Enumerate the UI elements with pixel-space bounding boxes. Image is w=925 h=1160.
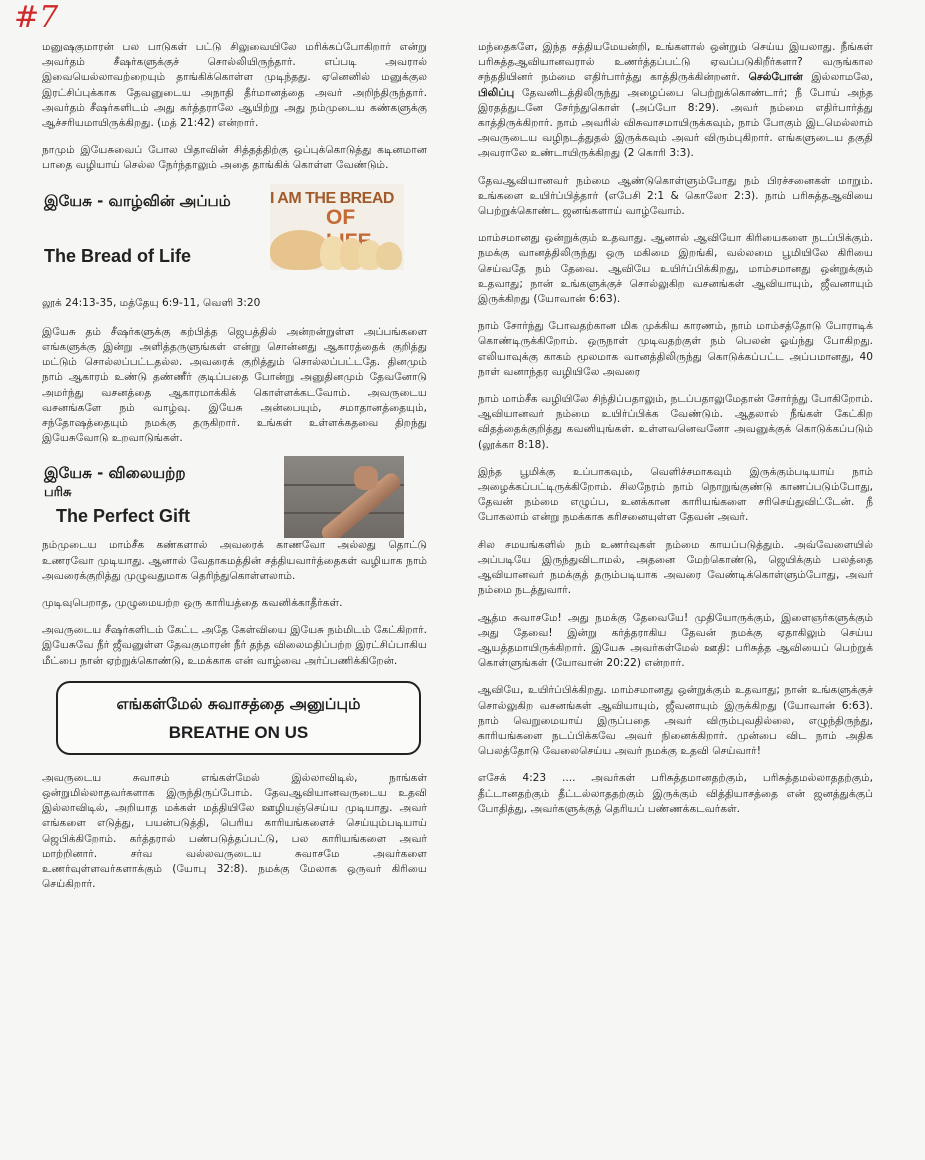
breathe-heading-english: BREATHE ON US [168, 722, 309, 742]
perfect-gift-image [284, 456, 404, 538]
bread-paragraph: இயேசு தம் சீஷர்களுக்கு கற்பித்த ஜெபத்தில் அன்றன்றுள்ள அப்பங்களை எங்களுக்கு இன்று அளித்தருளுங்கள் என்று சொன்னது ஆகாரத்தைக் குறித்து மட்டும் சொல்லப்பட்டதல்ல. அவரைக் குறித்தும் சொல்லப்பட்டதே. தினமும் நாம் ஆகாரம் உண்டு தண்ணீர் குடிப்பதை போன்று அனுதினமும் தேவனோடு அமர்ந்து வசனத்தை ஆகாரமாக்கிக் கொள்ளக்கடவோம். அவருடைய வசனங்களே நம் வாழ்வு. இயேசு அன்பையும், சமாதானத்தையும், சந்தோஷத்தையும் நமக்கு தருகிறார். உங்கள் உள்ளக்கதவை திறந்து இயேசுவோடு உறவாடுங்கள். [42, 325, 427, 445]
bread-heading-tamil: இயேசு - வாழ்வின் அப்பம் [44, 191, 231, 210]
right-paragraph-1 [478, 40, 873, 162]
text-run: இல்லாமலே, [802, 71, 873, 84]
text-run: மந்தைகளே, இந்த சத்தியமேயன்றி, உங்களால் ஒன்றும் செய்ய இயலாது. நீங்கள் பரிசுத்தஆவியானவரால் உணர்த்தப்பட்டு ஏவப்படுகிறீர்களா? வருங்கால சந்ததியினர் நம்மை எதிர்பார்த்து காத்திருக்கின்றனர். [478, 41, 873, 84]
perfect-gift-section-header [42, 462, 427, 538]
breathe-heading-tamil: எங்கள்மேல் சுவாசத்தை அனுப்பும் [116, 694, 361, 713]
gift-heading-tamil-line1: இயேசு - விலையற்ற [44, 464, 186, 483]
breathe-paragraph: அவருடைய சுவாசம் எங்கள்மேல் இல்லாவிடில், நாங்கள் ஒன்றுமில்லாதவர்களாக இருந்திருப்போம். தேவஆவியானவருடைய உதவி இல்லாவிடில், அறியாத மக்கள் மத்தியிலே ஊழியஞ்செய்ய முடியாது. அவர் எங்களை எடுத்து, பயன்படுத்தி, பெரிய காரியங்களைச் செய்யும்படியாய் ஜெபிக்கிறோம். கர்த்தரால் பண்படுத்தப்பட்டு, பல காரியங்களை அவர் மாற்றினார். சர்வ வல்லவருடைய சுவாசமே அவர்களை உணர்வுள்ளவர்களாக்கும் (யோபு 32:8). நமக்கு மேலாக ஒருவர் கிரியை செய்கிறார். [42, 771, 427, 891]
text-run: தேவனிடத்திலிருந்து அழைப்பை பெற்றுக்கொண்டார்; நீ போய் அந்த இரதத்துடனே சேர்ந்துகொள் (அப்போ 8:29). அவர் நம்மை எதிர்பார்த்து காத்திருக்கிறார். நாம் அவரில் விசுவாசமாயிருக்கவும், நாம் போகும் இடமெல்லாம் அவருடைய வழிநடத்துதல் இருக்கவும் அவர் விரும்புகிறார். எங்களுடைய தகுதி அவராலே உண்டாயிருக்கிறது (2 கொரி 3:3). [478, 86, 873, 160]
left-column [42, 40, 427, 905]
intro-paragraph: நாமும் இயேசுவைப் போல பிதாவின் சித்தத்திற்கு ஒப்புக்கொடுத்து கடினமான பாதை வழியாய் செல்ல நேர்ந்தாலும் அதை தாங்கிக் கொள்ள வேண்டும். [42, 144, 427, 172]
right-paragraph: ஆவியே, உயிர்ப்பிக்கிறது. மாம்சமானது ஒன்றுக்கும் உதவாது; நான் உங்களுக்குச் சொல்லுகிற வசனங்கள் ஆவியாயும், ஜீவனாயும் இருக்கிறது (யோவான் 6:63). நாம் வெறுமையாய் இருப்பதை அவர் விரும்புவதில்லை, எழுந்திருந்து, காரியங்களை நடப்பிக்கவே அவர் நினைக்கிறார். முன்பை விட நாம் அதிக பெலத்தோடு வேலைசெய்ய அவர் நமக்கு உதவி செய்வார்! [478, 684, 873, 758]
right-paragraph: நாம் மாம்சீக வழியிலே சிந்திப்பதாலும், நடப்பதாலுமேதான் சோர்ந்து போகிறோம். ஆவியானவர் நம்மை உயிர்ப்பிக்க வேண்டும். ஆதலால் நீங்கள் கேட்கிற விதத்தைக்குறித்து கவனியுங்கள். உள்ளவனெவனோ அவனுக்குக் கொடுக்கப்படும் (லூக்கா 8:18). [478, 393, 873, 451]
bread-heading-english: The Bread of Life [44, 245, 192, 266]
bread-image-text-line1: I AM THE BREAD [270, 189, 394, 207]
right-paragraph: தேவஆவியானவர் நம்மை ஆண்டுகொள்ளும்போது நம் பிரச்சனைகள் மாறும். உங்களை உயிர்ப்பித்தார் (எபேசி 2:1 & கொலோ 2:3). நாம் பரிசுத்தஆவியை பெற்றுக்கொண்ட ஜனங்களாய் வாழ்வோம். [478, 174, 873, 218]
breathe-on-us-heading-box [56, 681, 421, 755]
intro-paragraph: மனுஷகுமாரன் பல பாடுகள் பட்டு சிலுவையிலே மரிக்கப்போகிறார் என்று அவர்தம் சீஷர்களுக்குச் சொல்லியிருந்தார். எப்படி அவரால் இவையெல்லாவற்றையும் தாங்கிக்கொள்ள முடிந்தது. ஏனெனில் மனுக்குல இரட்சிப்புக்காக தேவனுடைய அநாதி தீர்மானத்தை அவர் அறிந்திருந்தார். அவர்தம் சீஷர்களிடம் அது கர்த்தராலே ஆயிற்று அது நம்முடைய கண்களுக்கு ஆச்சரியமாயிருக்கிறது. (மத் 21:42) என்றார். [42, 41, 427, 130]
bread-slice-shape [376, 242, 402, 270]
right-paragraph: இந்த பூமிக்கு உப்பாகவும், வெளிச்சமாகவும் இருக்கும்படியாய் நாம் அழைக்கப்பட்டிருக்கிறோம். சிலநேரம் நாம் நொறுங்குண்டு காணப்படும்போது, தேவன் நம்மை எழுப்ப, உனக்கான காரியங்களை சரிசெய்துவிட்டேன். நீ போகலாம் என்று நமக்காக கரிசனையுள்ள தேவன் அவர். [478, 465, 873, 524]
right-paragraph: சில சமயங்களில் நம் உணர்வுகள் நம்மை காயப்படுத்தும். அவ்வேளையில் அப்படியே இருந்துவிடாமல், அதனை மேற்கொண்டு, ஜெயிக்கும் பலத்தை ஆவியானவர் நமக்குத் தரும்படியாக அவரை வேண்டிக்கொள்ளும்போது, அவர் நம்மை நடத்துவார். [478, 538, 873, 597]
bread-image-text-line2: OF [326, 205, 356, 229]
gift-heading-english: The Perfect Gift [56, 506, 191, 527]
right-column [478, 40, 873, 829]
right-paragraph: எசேக் 4:23 .... அவர்கள் பரிசுத்தமானதற்கும், பரிசுத்தமல்லாததற்கும், தீட்டானதற்கும் தீட்டல்லாததற்கும் இருக்கும் வித்தியாசத்தை என் ஜனத்துக்குப் போதித்து, அவர்களுக்குத் தெரியப் பண்ணக்கடவர்கள். [478, 772, 873, 815]
right-paragraph: நாம் சோர்ந்து போவதற்கான மிக முக்கிய காரணம், நாம் மாம்சத்தோடு போராடிக் கொண்டிருக்கிறோம். ஒருநாள் முடிவதற்குள் நம் பெலன் ஓய்ந்து போகிறது. எலியாவுக்கு காகம் மூலமாக வானத்திலிருந்து கொடுக்கப்பட்ட அப்பமானது, 40 நாள் வனாந்தர வழியிலே அவரை [478, 320, 873, 378]
gift-paragraph: அவருடைய சீஷர்களிடம் கேட்ட அதே கேள்வியை இயேசு நம்மிடம் கேட்கிறார். இயேசுவே நீர் ஜீவனுள்ள தேவகுமாரன் நீர் தந்த விலைமதிப்பற்ற இரட்சிப்பாகிய மீட்பை நான் ஏற்றுக்கொண்டு, உமக்காக என் வாழ்வை அர்ப்பணிக்கிறேன். [42, 624, 427, 667]
gift-paragraph: முடிவுபெறாத, முழுமையற்ற ஒரு காரியத்தை கவனிக்காதீர்கள். [42, 597, 343, 610]
bread-scripture-references: லூக் 24:13-35, மத்தேயு 6:9-11, வெளி 3:20 [42, 296, 261, 309]
bold-word-philip: பிலிப்பு [478, 86, 515, 99]
right-paragraph: ஆத்ம சுவாசமே! அது நமக்கு தேவையே! முதியோருக்கும், இளைஞர்களுக்கும் அது தேவை! இன்று கர்த்தராகிய தேவன் நமக்கு ஏதாகிலும் செய்ய ஆயத்தமாயிருக்கிறார். இயேசு அவர்கள்மேல் ஊதி: பரிசுத்த ஆவியைப் பெற்றுக் கொள்ளுங்கள் (யோவான் 20:22) என்றார். [478, 611, 873, 670]
bread-of-life-section-header [42, 188, 427, 296]
page-number: #7 [14, 0, 59, 35]
bread-of-life-image [270, 184, 404, 270]
gift-heading-tamil-line2: பரிசு [44, 485, 72, 501]
fist-shape [354, 466, 378, 490]
right-paragraph: மாம்சமானது ஒன்றுக்கும் உதவாது. ஆனால் ஆவியோ கிரியைகளை நடப்பிக்கும். நமக்கு வானத்திலிருந்து ஒரு மகிமை இறங்கி, வல்லமை பூமியிலே கிரியை செய்வதே நம் தேவை. ஆவியே உயிர்ப்பிக்கிறது, மாம்சமானது ஒன்றுக்கும் உதவாது; நான் உங்களுக்குச் சொல்லுகிற வசனங்கள் ஆவியாயும், ஜீவனாயும் இருக்கிறது (யோவான் 6:63). [478, 232, 873, 306]
gift-paragraph: நம்முடைய மாம்சீக கண்களால் அவரைக் காணவோ அல்லது தொட்டு உணரவோ முடியாது. ஆனால் வேதாகமத்தின் சத்தியவார்த்தைகள் வழியாக நாம் அவரைக்குறித்து முழுவதுமாக தெரிந்துகொள்ளலாம். [42, 539, 427, 582]
bold-word-cellphone: செல்போன் [748, 71, 803, 84]
